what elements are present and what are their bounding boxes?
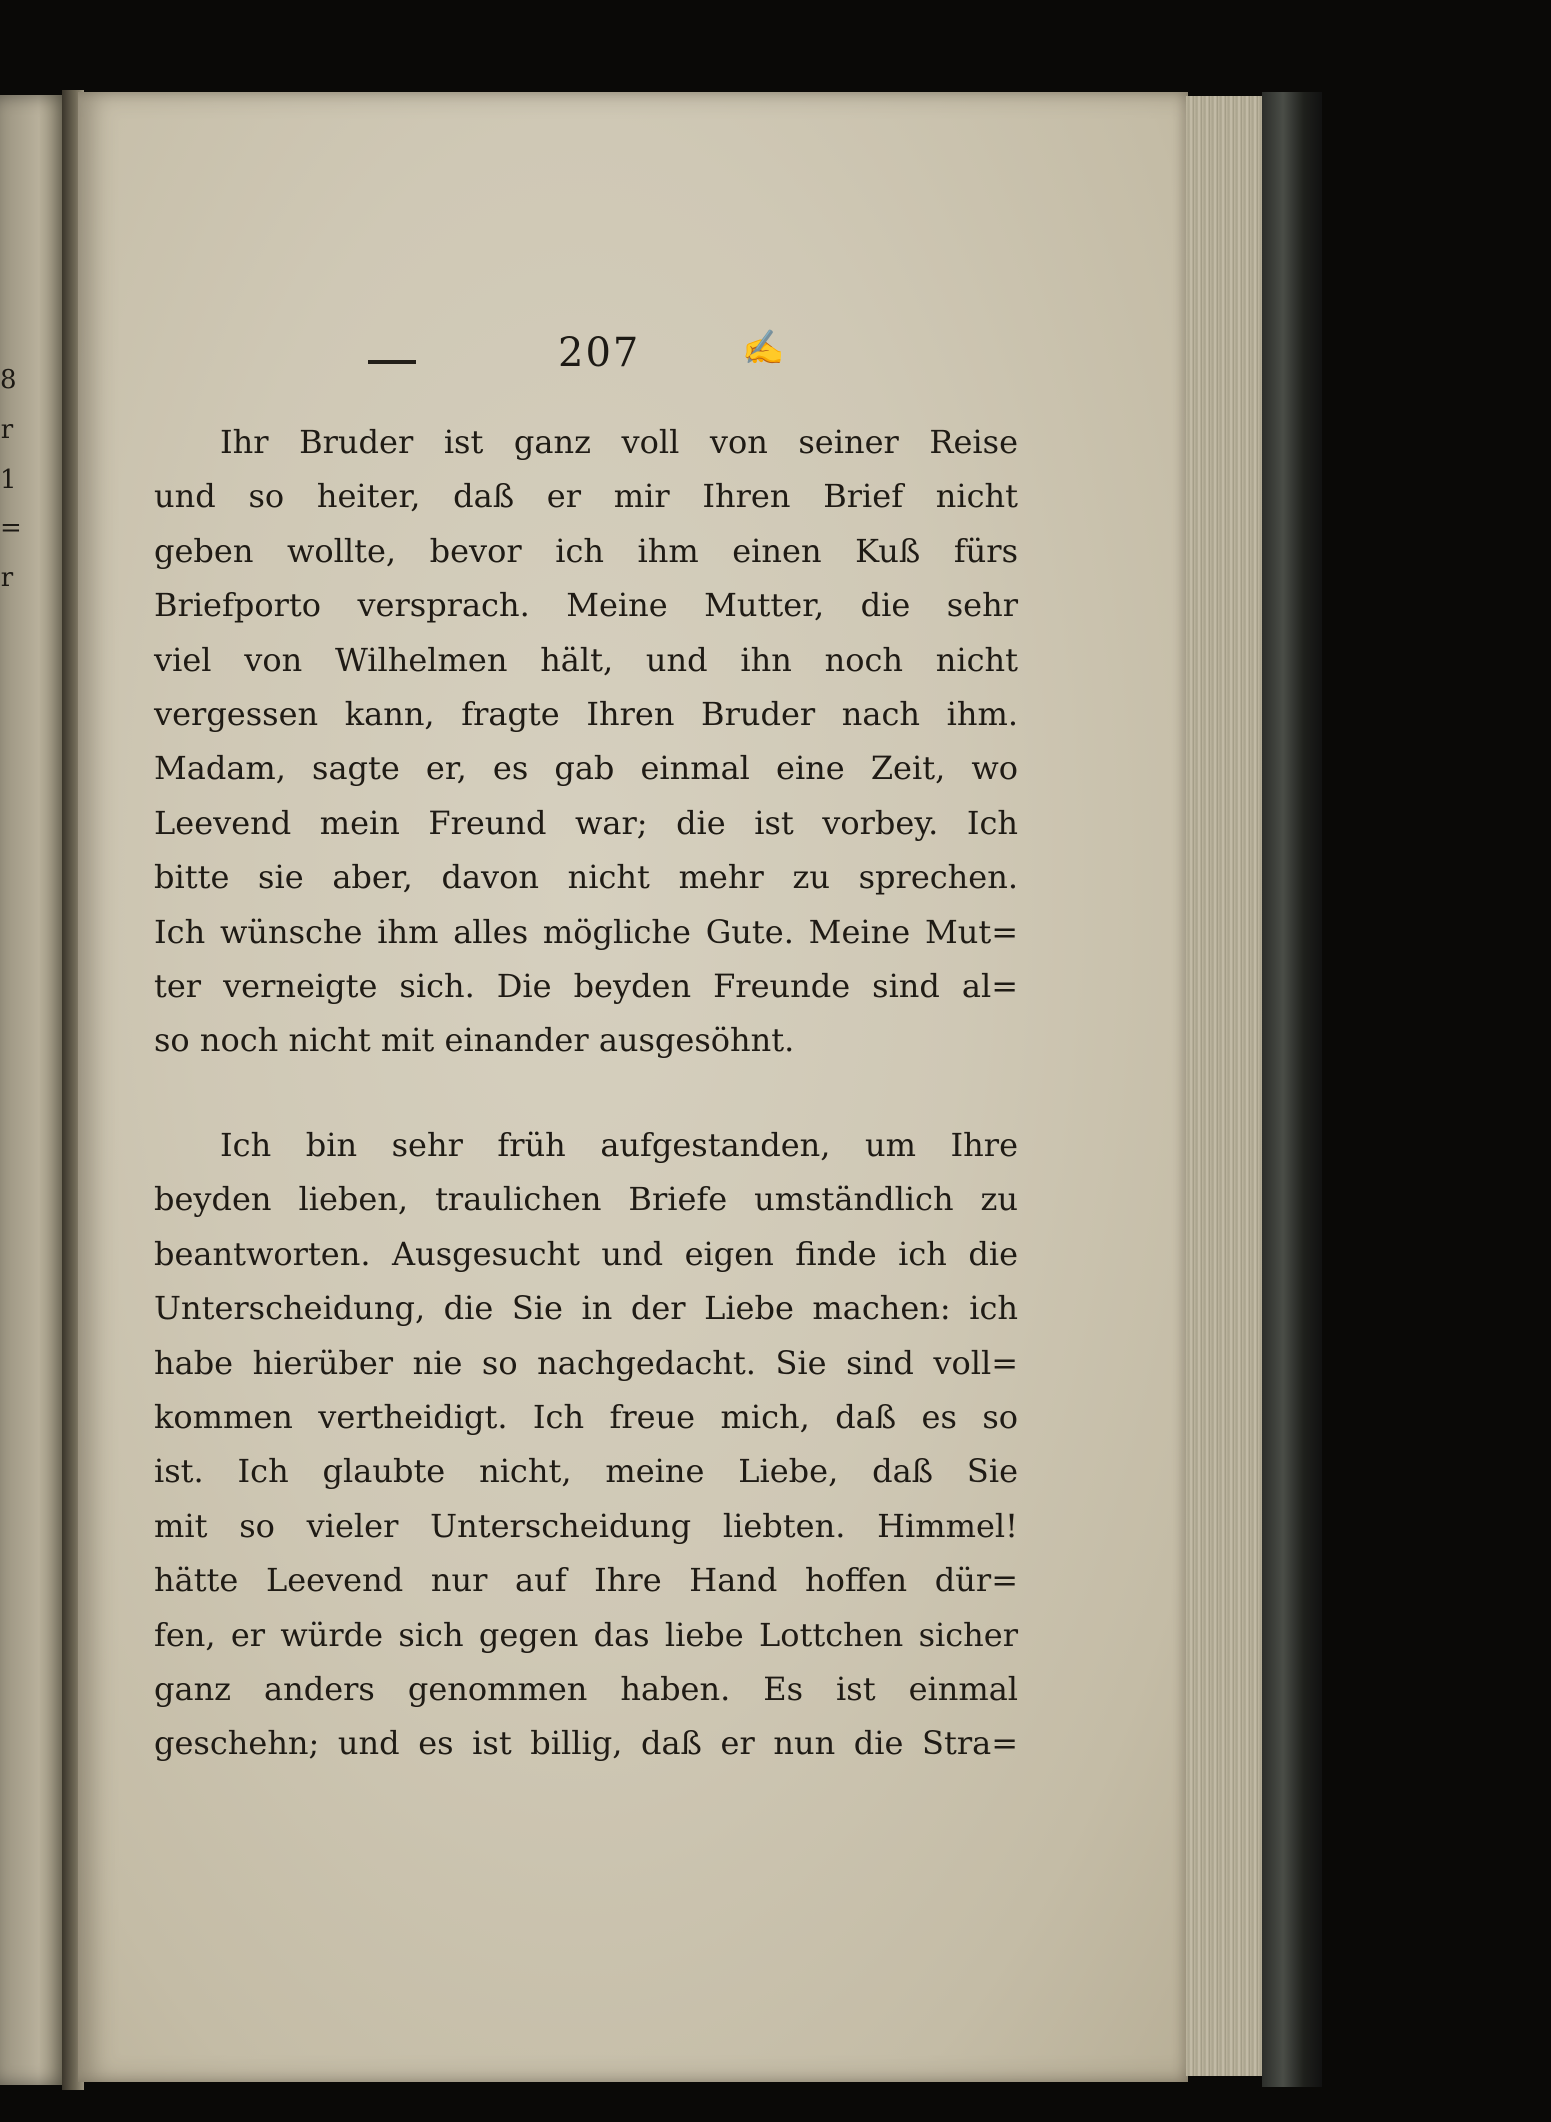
text-line: beantworten. Ausgesucht und eigen finde ich die <box>154 1234 1018 1273</box>
page-number: 207 <box>558 330 641 376</box>
left-page-fragment: 8 <box>0 365 17 395</box>
book-page <box>78 92 1188 2082</box>
text-line: Ihr Bruder ist ganz voll von seiner Reise <box>220 423 1018 461</box>
text-line: beyden lieben, traulichen Briefe umständlich zu <box>154 1180 1018 1219</box>
text-line: so noch nicht mit einander ausgesöhnt. <box>154 1021 795 1060</box>
text-line: vergessen kann, fragte Ihren Bruder nach ihm. <box>154 694 1018 733</box>
text-line: Ich wünsche ihm alles mögliche Gute. Meine Mut= <box>154 912 1018 951</box>
left-page-fragment: = <box>0 513 22 543</box>
text-line: Madam, sagte er, es gab einmal eine Zeit, wo <box>154 749 1018 788</box>
text-line: Ich bin sehr früh aufgestanden, um Ihre <box>220 1126 1018 1164</box>
page-header <box>78 330 1188 390</box>
text-line: viel von Wilhelmen hält, und ihn noch nicht <box>154 640 1018 679</box>
text-line: ist. Ich glaubte nicht, meine Liebe, daß Sie <box>154 1452 1018 1491</box>
text-line: Unterscheidung, die Sie in der Liebe machen: ich <box>154 1289 1018 1328</box>
text-line: mit so vieler Unterscheidung liebten. Himmel! <box>154 1506 1018 1545</box>
paragraph-2 <box>154 1118 1018 1771</box>
text-line: und so heiter, daß er mir Ihren Brief nicht <box>154 477 1018 516</box>
text-line: ter verneigte sich. Die beyden Freunde sind al= <box>154 966 1018 1005</box>
paragraph-1 <box>154 415 1018 1068</box>
text-line: fen, er würde sich gegen das liebe Lottchen sicher <box>154 1615 1018 1654</box>
left-page-fragment: 1 <box>0 465 17 495</box>
text-line: ganz anders genommen haben. Es ist einmal <box>154 1669 1018 1708</box>
text-line: Leevend mein Freund war; die ist vorbey. Ich <box>154 803 1018 842</box>
text-line: geschehn; und es ist billig, daß er nun die Stra= <box>154 1724 1018 1763</box>
header-ornament: ✍ <box>742 328 785 368</box>
text-line: bitte sie aber, davon nicht mehr zu sprechen. <box>154 858 1018 897</box>
page-block-edges <box>1186 96 1272 2076</box>
text-line: habe hierüber nie so nachgedacht. Sie sind voll= <box>154 1343 1018 1382</box>
left-page-fragment: r <box>0 415 14 445</box>
text-line: Briefporto versprach. Meine Mutter, die sehr <box>154 586 1018 625</box>
text-line: geben wollte, bevor ich ihm einen Kuß fürs <box>154 531 1018 570</box>
book-binding <box>1262 92 1322 2087</box>
text-line: hätte Leevend nur auf Ihre Hand hoffen dür= <box>154 1561 1018 1600</box>
left-page-edge <box>0 95 70 2085</box>
header-dash <box>368 360 416 364</box>
left-page-fragment: r <box>0 563 14 593</box>
text-line: kommen vertheidigt. Ich freue mich, daß es so <box>154 1397 1018 1436</box>
